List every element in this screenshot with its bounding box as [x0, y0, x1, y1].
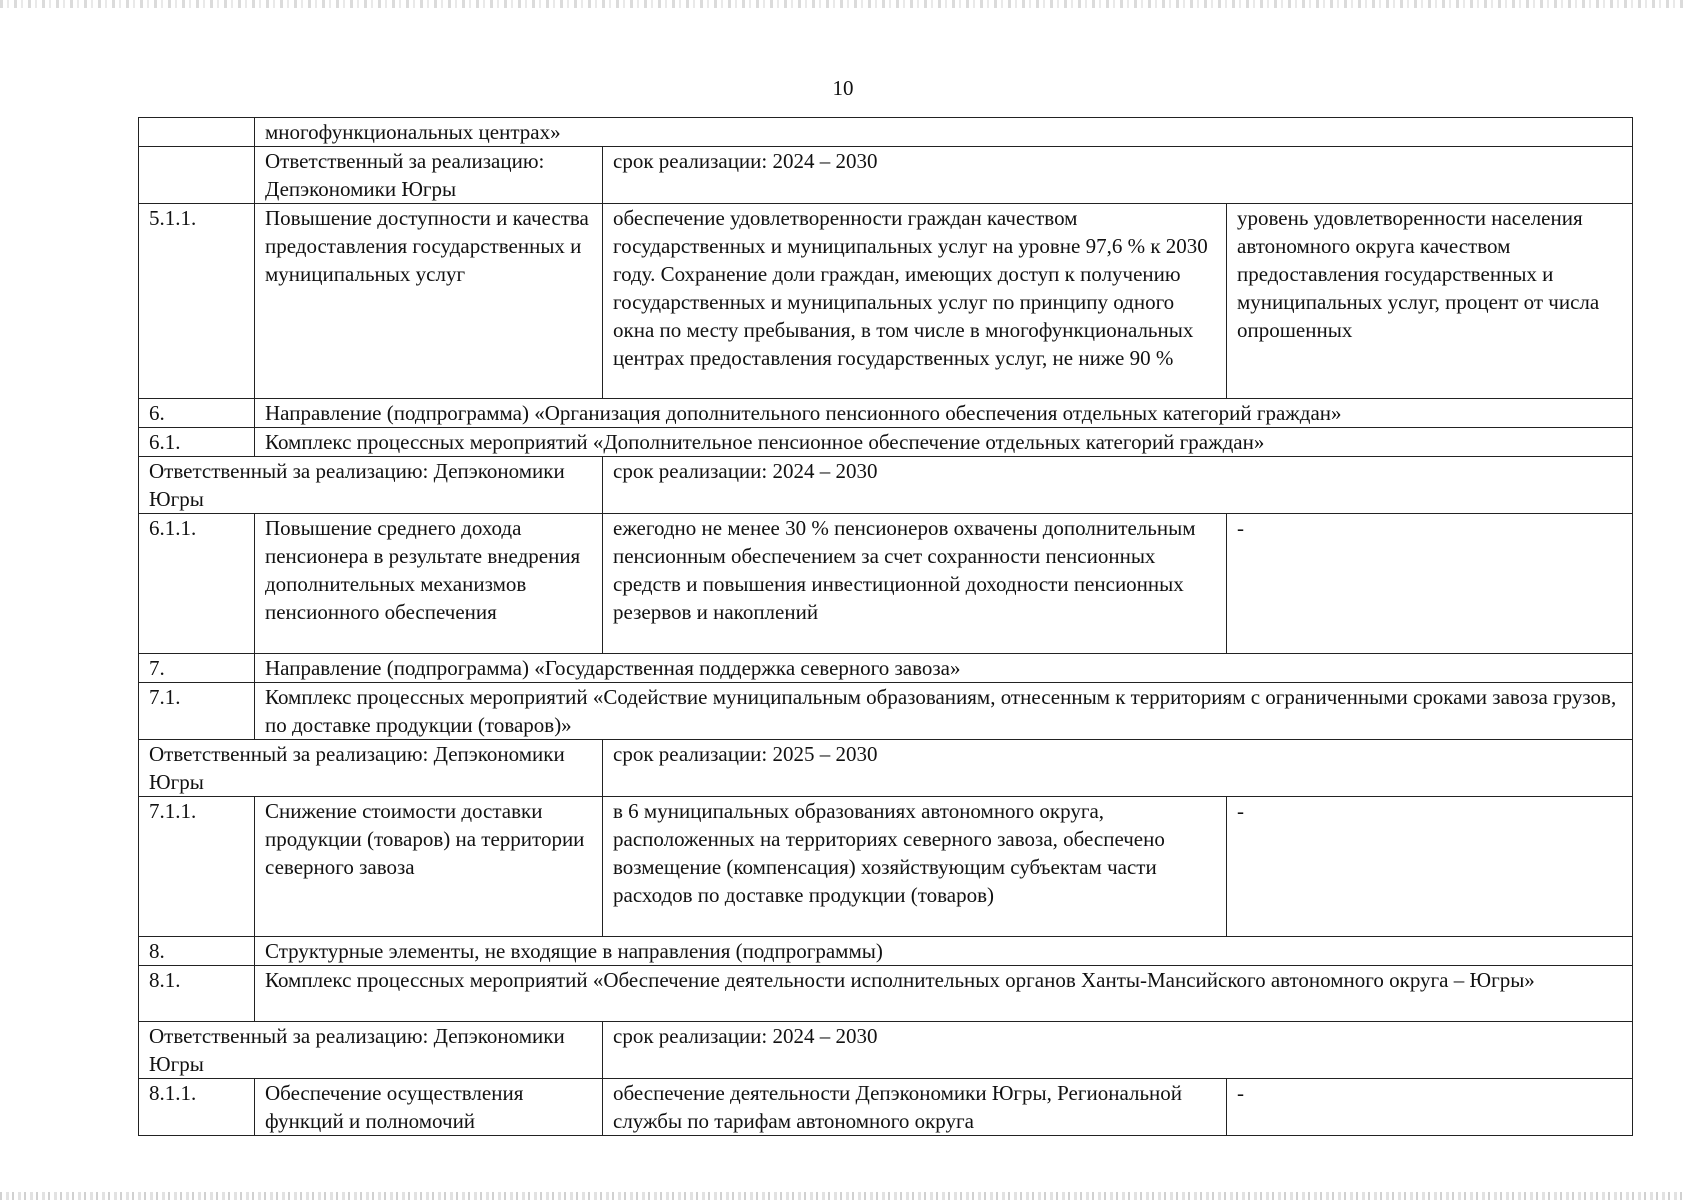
table-row-task	[139, 204, 1633, 399]
num-cell	[139, 147, 255, 204]
task-number: 7.1.1.	[139, 797, 255, 937]
table-row-task	[139, 514, 1633, 654]
task-name: Обеспечение осуществления функций и полномочий	[255, 1079, 603, 1136]
task-name: Снижение стоимости доставки продукции (товаров) на территории северного завоза	[255, 797, 603, 937]
continuation-text: многофункциональных центрах»	[255, 118, 1633, 147]
table-row-responsible	[139, 147, 1633, 204]
task-name: Повышение среднего дохода пенсионера в результате внедрения дополнительных механизмов пенсионного обеспечения	[255, 514, 603, 654]
task-effect: обеспечение деятельности Депэкономики Югры, Региональной службы по тарифам автономного округа	[603, 1079, 1227, 1136]
section-number: 8.1.	[139, 966, 255, 1022]
section-title: Направление (подпрограмма) «Государственная поддержка северного завоза»	[255, 654, 1633, 683]
section-title: Комплекс процессных мероприятий «Дополнительное пенсионное обеспечение отдельных категорий граждан»	[255, 428, 1633, 457]
responsible-cell: Ответственный за реализацию: Депэкономики Югры	[139, 1022, 603, 1079]
task-effect: обеспечение удовлетворенности граждан качеством государственных и муниципальных услуг на уровне 97,6 % к 2030 году. Сохранение доли граждан, имеющих доступ к получению государственных и муниципальных услуг по принципу одного окна по месту пребывания, в том числе в многофункциональных центрах предоставления государственных услуг, не ниже 90 %	[603, 204, 1227, 399]
responsible-cell: Ответственный за реализацию: Депэкономики Югры	[139, 740, 603, 797]
term-cell: срок реализации: 2025 – 2030	[603, 740, 1633, 797]
responsible-cell: Ответственный за реализацию: Депэкономики Югры	[139, 457, 603, 514]
table-row-complex	[139, 683, 1633, 740]
table-row-responsible	[139, 1022, 1633, 1079]
task-indicator: -	[1227, 797, 1633, 937]
section-number: 6.1.	[139, 428, 255, 457]
table-row-responsible	[139, 740, 1633, 797]
scan-edge-top	[0, 0, 1686, 8]
table-row-complex	[139, 966, 1633, 1022]
table-row-task	[139, 1079, 1633, 1136]
section-number: 7.1.	[139, 683, 255, 740]
task-indicator: -	[1227, 514, 1633, 654]
table-row-responsible	[139, 457, 1633, 514]
task-indicator: -	[1227, 1079, 1633, 1136]
table-row-direction	[139, 937, 1633, 966]
scan-edge-bottom	[0, 1192, 1686, 1200]
task-number: 6.1.1.	[139, 514, 255, 654]
table-row-direction	[139, 654, 1633, 683]
task-indicator: уровень удовлетворенности населения автономного округа качеством предоставления государственных и муниципальных услуг, процент от числа опрошенных	[1227, 204, 1633, 399]
section-number: 6.	[139, 399, 255, 428]
section-title: Комплекс процессных мероприятий «Обеспечение деятельности исполнительных органов Ханты-Мансийского автономного округа – Югры»	[255, 966, 1633, 1022]
task-number: 8.1.1.	[139, 1079, 255, 1136]
num-cell	[139, 118, 255, 147]
responsible-cell: Ответственный за реализацию: Депэкономики Югры	[255, 147, 603, 204]
task-effect: в 6 муниципальных образованиях автономного округа, расположенных на территориях северного завоза, обеспечено возмещение (компенсация) хозяйствующим субъектам части расходов по доставке продукции (товаров)	[603, 797, 1227, 937]
term-cell: срок реализации: 2024 – 2030	[603, 457, 1633, 514]
task-name: Повышение доступности и качества предоставления государственных и муниципальных услуг	[255, 204, 603, 399]
table-row-direction	[139, 399, 1633, 428]
page-number: 10	[832, 76, 854, 100]
term-cell: срок реализации: 2024 – 2030	[603, 1022, 1633, 1079]
section-number: 8.	[139, 937, 255, 966]
section-number: 7.	[139, 654, 255, 683]
plan-table	[138, 117, 1633, 1136]
task-number: 5.1.1.	[139, 204, 255, 399]
table-row-task	[139, 797, 1633, 937]
section-title: Комплекс процессных мероприятий «Содействие муниципальным образованиям, отнесенным к территориям с ограниченными сроками завоза грузов, по доставке продукции (товаров)»	[255, 683, 1633, 740]
section-title: Направление (подпрограмма) «Организация дополнительного пенсионного обеспечения отдельных категорий граждан»	[255, 399, 1633, 428]
section-title: Структурные элементы, не входящие в направления (подпрограммы)	[255, 937, 1633, 966]
term-cell: срок реализации: 2024 – 2030	[603, 147, 1633, 204]
table-row-complex	[139, 428, 1633, 457]
table-row	[139, 118, 1633, 147]
task-effect: ежегодно не менее 30 % пенсионеров охвачены дополнительным пенсионным обеспечением за счет сохранности пенсионных средств и повышения инвестиционной доходности пенсионных резервов и накоплений	[603, 514, 1227, 654]
